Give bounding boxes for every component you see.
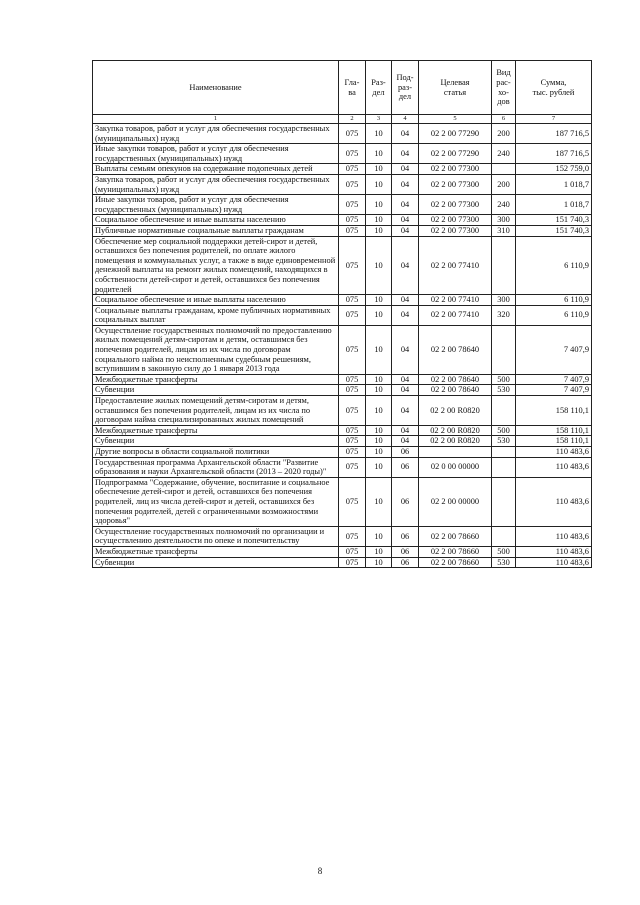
cell-section: 10 — [366, 425, 392, 436]
cell-amount: 7 407,9 — [516, 374, 592, 385]
column-number: 6 — [492, 115, 516, 124]
header-subsection: Под- раз- дел — [392, 61, 419, 115]
cell-amount: 187 716,5 — [516, 144, 592, 164]
table-row — [93, 457, 592, 477]
cell-amount: 110 483,6 — [516, 546, 592, 557]
cell-name: Публичные нормативные социальные выплаты гражданам — [93, 225, 339, 236]
cell-subsection: 04 — [392, 436, 419, 447]
cell-amount: 110 483,6 — [516, 526, 592, 546]
cell-chapter: 075 — [339, 144, 366, 164]
cell-section: 10 — [366, 174, 392, 194]
cell-target: 02 2 00 77300 — [419, 174, 492, 194]
cell-chapter: 075 — [339, 225, 366, 236]
cell-expense-type — [492, 236, 516, 295]
header-target: Целевая статья — [419, 61, 492, 115]
cell-section: 10 — [366, 225, 392, 236]
cell-amount: 151 740,3 — [516, 225, 592, 236]
cell-amount: 7 407,9 — [516, 325, 592, 374]
header-chapter: Гла- ва — [339, 61, 366, 115]
cell-subsection: 06 — [392, 546, 419, 557]
cell-target: 02 2 00 77290 — [419, 124, 492, 144]
cell-subsection: 06 — [392, 557, 419, 568]
cell-subsection: 04 — [392, 396, 419, 426]
cell-section: 10 — [366, 385, 392, 396]
cell-name: Закупка товаров, работ и услуг для обеспечения государственных (муниципальных) нужд — [93, 124, 339, 144]
cell-subsection: 04 — [392, 325, 419, 374]
cell-expense-type: 200 — [492, 124, 516, 144]
cell-section: 10 — [366, 436, 392, 447]
cell-subsection: 04 — [392, 164, 419, 175]
table-row — [93, 295, 592, 306]
cell-amount: 6 110,9 — [516, 305, 592, 325]
cell-target: 02 0 00 00000 — [419, 457, 492, 477]
cell-target — [419, 447, 492, 458]
cell-section: 10 — [366, 305, 392, 325]
table-row — [93, 526, 592, 546]
cell-expense-type — [492, 526, 516, 546]
cell-section: 10 — [366, 396, 392, 426]
cell-target: 02 2 00 R0820 — [419, 396, 492, 426]
table-row — [93, 447, 592, 458]
table-row — [93, 546, 592, 557]
cell-expense-type — [492, 477, 516, 526]
cell-name: Субвенции — [93, 557, 339, 568]
cell-subsection: 06 — [392, 526, 419, 546]
cell-section: 10 — [366, 195, 392, 215]
cell-chapter: 075 — [339, 164, 366, 175]
table-row — [93, 164, 592, 175]
cell-chapter: 075 — [339, 557, 366, 568]
cell-name: Межбюджетные трансферты — [93, 425, 339, 436]
cell-target: 02 2 00 R0820 — [419, 425, 492, 436]
cell-name: Обеспечение мер социальной поддержки детей-сирот и детей, оставшихся без попечения родителей, по оплате жилого помещения и коммунальных услуг, а также в виде единовременной денежной выплаты на ремонт жилых помещений, находящихся в собственности детей-сирот и детей, оставшихся без попечения родителей — [93, 236, 339, 295]
cell-chapter: 075 — [339, 236, 366, 295]
cell-name: Закупка товаров, работ и услуг для обеспечения государственных (муниципальных) нужд — [93, 174, 339, 194]
table-row — [93, 144, 592, 164]
cell-subsection: 04 — [392, 174, 419, 194]
table-row — [93, 215, 592, 226]
budget-table — [92, 60, 592, 568]
cell-chapter: 075 — [339, 174, 366, 194]
cell-target: 02 2 00 77300 — [419, 225, 492, 236]
cell-amount: 1 018,7 — [516, 195, 592, 215]
cell-subsection: 06 — [392, 477, 419, 526]
cell-amount: 6 110,9 — [516, 236, 592, 295]
cell-name: Осуществление государственных полномочий по организации и осуществлению деятельности по опеке и попечительству — [93, 526, 339, 546]
cell-target: 02 2 00 77410 — [419, 236, 492, 295]
table-row — [93, 385, 592, 396]
cell-target: 02 2 00 R0820 — [419, 436, 492, 447]
cell-expense-type: 530 — [492, 436, 516, 447]
cell-chapter: 075 — [339, 385, 366, 396]
cell-subsection: 04 — [392, 195, 419, 215]
cell-section: 10 — [366, 144, 392, 164]
cell-amount: 151 740,3 — [516, 215, 592, 226]
cell-target: 02 2 00 78640 — [419, 385, 492, 396]
cell-amount: 158 110,1 — [516, 436, 592, 447]
column-number: 4 — [392, 115, 419, 124]
column-number: 3 — [366, 115, 392, 124]
cell-chapter: 075 — [339, 305, 366, 325]
cell-chapter: 075 — [339, 325, 366, 374]
cell-target: 02 2 00 00000 — [419, 477, 492, 526]
cell-name: Межбюджетные трансферты — [93, 546, 339, 557]
cell-target: 02 2 00 77290 — [419, 144, 492, 164]
cell-amount: 158 110,1 — [516, 396, 592, 426]
cell-subsection: 06 — [392, 457, 419, 477]
cell-expense-type — [492, 325, 516, 374]
cell-section: 10 — [366, 295, 392, 306]
cell-name: Социальное обеспечение и иные выплаты населению — [93, 215, 339, 226]
cell-expense-type: 500 — [492, 374, 516, 385]
table-row — [93, 236, 592, 295]
cell-subsection: 06 — [392, 447, 419, 458]
cell-amount: 110 483,6 — [516, 457, 592, 477]
cell-expense-type: 240 — [492, 195, 516, 215]
cell-chapter: 075 — [339, 124, 366, 144]
header-expense-type: Вид рас- хо- дов — [492, 61, 516, 115]
cell-target: 02 2 00 78660 — [419, 546, 492, 557]
table-row — [93, 225, 592, 236]
cell-name: Осуществление государственных полномочий по предоставлению жилых помещений детям-сиротам и детям, оставшимся без попечения родителей, лицам из их числа по договорам социального найма по неисполненным судебным решениям, вступившим в законную силу до 1 января 2013 года — [93, 325, 339, 374]
cell-subsection: 04 — [392, 425, 419, 436]
cell-expense-type: 500 — [492, 425, 516, 436]
cell-chapter: 075 — [339, 396, 366, 426]
cell-section: 10 — [366, 447, 392, 458]
cell-amount: 7 407,9 — [516, 385, 592, 396]
cell-expense-type: 300 — [492, 215, 516, 226]
cell-subsection: 04 — [392, 236, 419, 295]
page-number: 8 — [317, 866, 323, 876]
cell-name: Другие вопросы в области социальной политики — [93, 447, 339, 458]
cell-subsection: 04 — [392, 385, 419, 396]
cell-name: Социальное обеспечение и иные выплаты населению — [93, 295, 339, 306]
cell-expense-type: 500 — [492, 546, 516, 557]
cell-expense-type: 200 — [492, 174, 516, 194]
cell-expense-type: 530 — [492, 385, 516, 396]
table-body — [93, 124, 592, 568]
cell-amount: 1 018,7 — [516, 174, 592, 194]
cell-name: Иные закупки товаров, работ и услуг для обеспечения государственных (муниципальных) нужд — [93, 144, 339, 164]
cell-subsection: 04 — [392, 305, 419, 325]
cell-target: 02 2 00 78640 — [419, 325, 492, 374]
cell-name: Выплаты семьям опекунов на содержание подопечных детей — [93, 164, 339, 175]
cell-section: 10 — [366, 557, 392, 568]
column-number: 5 — [419, 115, 492, 124]
cell-expense-type: 240 — [492, 144, 516, 164]
cell-section: 10 — [366, 236, 392, 295]
cell-chapter: 075 — [339, 447, 366, 458]
cell-chapter: 075 — [339, 477, 366, 526]
cell-expense-type — [492, 164, 516, 175]
cell-target: 02 2 00 78660 — [419, 526, 492, 546]
cell-chapter: 075 — [339, 457, 366, 477]
cell-expense-type — [492, 457, 516, 477]
cell-section: 10 — [366, 457, 392, 477]
cell-chapter: 075 — [339, 526, 366, 546]
cell-chapter: 075 — [339, 195, 366, 215]
cell-chapter: 075 — [339, 436, 366, 447]
cell-name: Межбюджетные трансферты — [93, 374, 339, 385]
cell-target: 02 2 00 77300 — [419, 195, 492, 215]
column-number-row — [93, 115, 592, 124]
table-row — [93, 374, 592, 385]
cell-target: 02 2 00 78640 — [419, 374, 492, 385]
cell-name: Государственная программа Архангельской области "Развитие образования и науки Архангельской области (2013 – 2020 годы)" — [93, 457, 339, 477]
cell-amount: 110 483,6 — [516, 447, 592, 458]
cell-expense-type — [492, 447, 516, 458]
cell-amount: 152 759,0 — [516, 164, 592, 175]
cell-target: 02 2 00 77300 — [419, 164, 492, 175]
cell-section: 10 — [366, 124, 392, 144]
table-row — [93, 436, 592, 447]
column-number: 1 — [93, 115, 339, 124]
cell-section: 10 — [366, 325, 392, 374]
cell-amount: 110 483,6 — [516, 477, 592, 526]
cell-name: Подпрограмма "Содержание, обучение, воспитание и социальное обеспечение детей-сирот и детей, оставшихся без попечения родителей, лиц из числа детей-сирот и детей, оставшихся без попечения родителей, детей с ограниченными возможностями здоровья" — [93, 477, 339, 526]
cell-name: Предоставление жилых помещений детям-сиротам и детям, оставшимся без попечения родителей, лицам из их числа по договорам найма специализированных жилых помещений — [93, 396, 339, 426]
cell-subsection: 04 — [392, 374, 419, 385]
cell-chapter: 075 — [339, 295, 366, 306]
cell-subsection: 04 — [392, 144, 419, 164]
cell-amount: 158 110,1 — [516, 425, 592, 436]
cell-target: 02 2 00 77300 — [419, 215, 492, 226]
cell-target: 02 2 00 78660 — [419, 557, 492, 568]
cell-amount: 6 110,9 — [516, 295, 592, 306]
cell-chapter: 075 — [339, 374, 366, 385]
cell-target: 02 2 00 77410 — [419, 295, 492, 306]
table-row — [93, 425, 592, 436]
table-row — [93, 124, 592, 144]
table-row — [93, 557, 592, 568]
cell-name: Субвенции — [93, 385, 339, 396]
cell-section: 10 — [366, 526, 392, 546]
table-header — [93, 61, 592, 124]
cell-amount: 187 716,5 — [516, 124, 592, 144]
cell-name: Субвенции — [93, 436, 339, 447]
header-section: Раз- дел — [366, 61, 392, 115]
cell-subsection: 04 — [392, 225, 419, 236]
cell-chapter: 075 — [339, 215, 366, 226]
table-row — [93, 305, 592, 325]
cell-expense-type: 530 — [492, 557, 516, 568]
header-amount: Сумма, тыс. рублей — [516, 61, 592, 115]
table-row — [93, 477, 592, 526]
cell-name: Социальные выплаты гражданам, кроме публичных нормативных социальных выплат — [93, 305, 339, 325]
cell-chapter: 075 — [339, 546, 366, 557]
header-name: Наименование — [93, 61, 339, 115]
cell-expense-type — [492, 396, 516, 426]
cell-section: 10 — [366, 477, 392, 526]
table-row — [93, 396, 592, 426]
cell-subsection: 04 — [392, 215, 419, 226]
column-number: 7 — [516, 115, 592, 124]
table-row — [93, 195, 592, 215]
cell-chapter: 075 — [339, 425, 366, 436]
cell-target: 02 2 00 77410 — [419, 305, 492, 325]
cell-section: 10 — [366, 164, 392, 175]
cell-subsection: 04 — [392, 124, 419, 144]
table-row — [93, 325, 592, 374]
cell-name: Иные закупки товаров, работ и услуг для обеспечения государственных (муниципальных) нужд — [93, 195, 339, 215]
table-row — [93, 174, 592, 194]
header-row — [93, 61, 592, 115]
cell-expense-type: 320 — [492, 305, 516, 325]
cell-section: 10 — [366, 215, 392, 226]
cell-section: 10 — [366, 374, 392, 385]
cell-section: 10 — [366, 546, 392, 557]
cell-amount: 110 483,6 — [516, 557, 592, 568]
cell-expense-type: 300 — [492, 295, 516, 306]
cell-expense-type: 310 — [492, 225, 516, 236]
cell-subsection: 04 — [392, 295, 419, 306]
column-number: 2 — [339, 115, 366, 124]
